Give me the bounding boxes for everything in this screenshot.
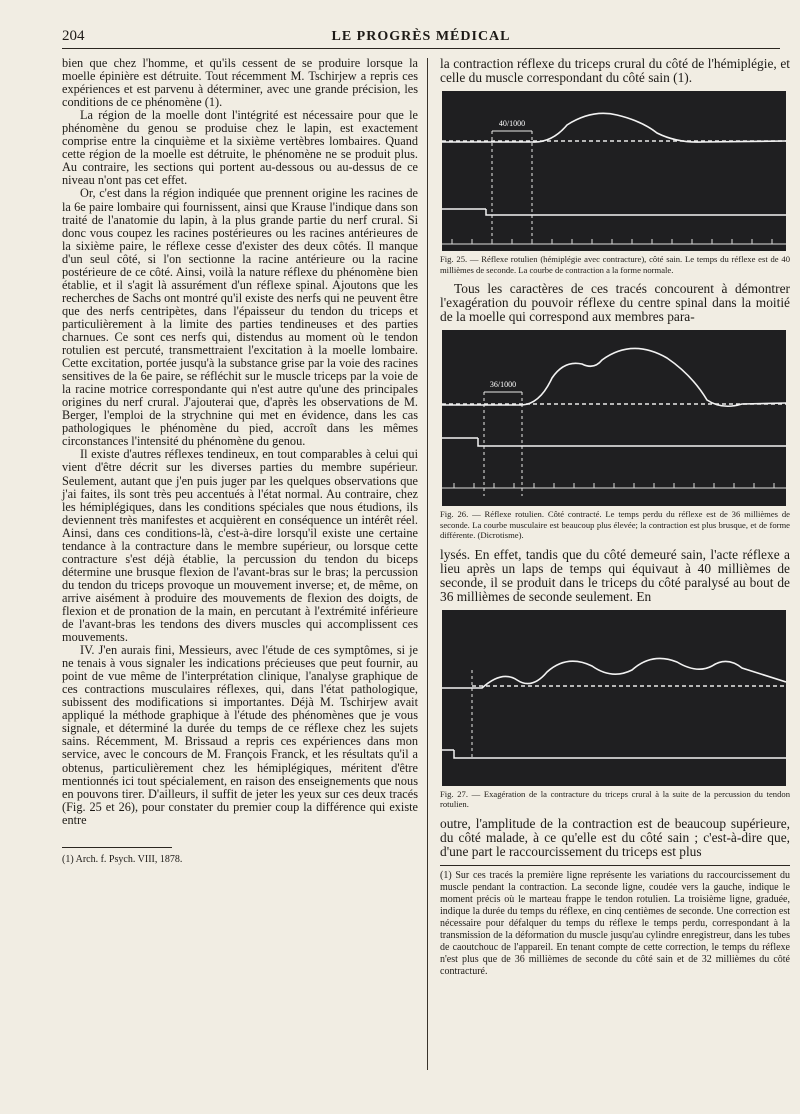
left-paragraph-2: La région de la moelle dont l'intégrité est nécessaire pour que le phénomène du genou se produise chez le lapin, est exactement comprise entre la cinquième et la sixième vertèbres lombaires. Quand cette région de la moelle est détruite, le phénomène ne se produit plus. Au contraire, les sections qui portent au-dessous ou au-dessus de ce niveau n'ont pas cet effet. (62, 108, 418, 188)
column-divider (427, 58, 428, 1070)
right-footnote-rule (440, 865, 790, 866)
figure-25-tracing (442, 91, 786, 251)
right-paragraph-1: Tous les caractères de ces tracés concourent à démontrer l'exagération du pouvoir réflexe du centre spinal dans la moitié de la moelle qui correspond aux membres para- (440, 281, 790, 325)
page-header (62, 28, 780, 49)
figure-26-caption: Fig. 26. — Réflexe rotulien. Côté contracté. Le temps perdu du réflexe est de 36 millièmes de seconde. La courbe musculaire est beaucoup plus élevée; la contraction est plus brusque, et de forme différente. (Dicrotisme). (440, 509, 790, 541)
right-intro: la contraction réflexe du triceps crural du côté de l'hémiplégie, et celle du muscle correspondant du côté sain (1). (440, 56, 790, 86)
right-paragraph-3: outre, l'amplitude de la contraction est de beaucoup supérieure, du côté malade, à ce qu'elle est du côté sain ; c'est-à-dire que, d'une part le raccourcissement du triceps est plus (440, 815, 790, 859)
figure-27-caption: Fig. 27. — Exagération de la contracture du triceps crural à la suite de la percussion du tendon rotulien. (440, 788, 790, 810)
left-column (62, 57, 418, 866)
left-paragraph-4: Il existe d'autres réflexes tendineux, en tout comparables à celui qui vient d'être décrit sur les diverses parties du membre supérieur. Seulement, autant que j'en puis juger par les quelques observations que j'ai faites, ils sont très peu accentués à l'état normal. Au contraire, chez les hémiplégiques, dans les conditions spéciales que nous étudions, ils deviennent très manifestes et acquièrent en conséquence un intérêt réel. Ainsi, dans ces conditions-là, c'est-à-dire lorsqu'il existe une certaine tendance à la contracture dans le membre supérieur, ou lorsque cette contracture s'est déjà établie, la percussion du tendon du biceps détermine une brusque flexion de l'avant-bras sur le bras; la percussion du tendon du triceps provoque un mouvement inverse; et, de même, on arrive aisément à produire des mouvements de flexion des doigts, de flexion et de pronation de la main, en percutant à l'extrémité inférieure de l'avant-bras les tendons des divers muscles qui accomplissent ces mouvements. (62, 447, 418, 645)
figure-25-caption: Fig. 25. — Réflexe rotulien (hémiplégie avec contracture), côté sain. Le temps du réflexe est de 40 millièmes de seconde. La courbe de contraction a la forme normale. (440, 254, 790, 275)
right-column (440, 57, 790, 978)
figure-27-tracing (442, 610, 786, 786)
left-paragraph-5: IV. J'en aurais fini, Messieurs, avec l'étude de ces symptômes, si je ne tenais à vous signaler les indications précieuses que peut fournir, au point de vue même de l'interprétation clinique, l'analyse graphique de ces contractions musculaires réflexes, qui, dans l'état pathologique, subissent des modifications si importantes. Déjà M. Tschirjew avait appliqué la méthode graphique à l'étude des phénomènes que je vous signale, et déterminé la durée du temps de ce réflexe chez les sujets sains. Récemment, M. Brissaud a repris ces expériences dans mon service, avec le concours de M. François Franck, et les résultats qu'il a obtenus, particulièrement chez les hémiplégiques, méritent d'être mentionnés ici tout spécialement, en raison des enseignements que nous en pouvons tirer. D'ailleurs, il suffit de jeter les yeux sur ces deux tracés (Fig. 25 et 26), pour constater du premier coup la différence qui existe entre (62, 643, 418, 827)
right-paragraph-2: lysés. En effet, tandis que du côté demeuré sain, l'acte réflexe a lieu après un laps de temps qui équivaut à 40 millièmes de seconde, il se produit dans le triceps du côté paralysé au bout de 36 millièmes de seconde seulement. En (440, 546, 790, 604)
left-paragraph-1: bien que chez l'homme, et qu'ils cessent de se produire lorsque la moelle épinière est détruite. Tout récemment M. Tschirjew a repris ces expériences et est parvenu à déterminer, avec une grande précision, les conditions de ce phénomène (1). (62, 56, 418, 110)
figure-26-label: 36/1000 (489, 380, 517, 390)
page-number: 204 (62, 28, 85, 44)
footnote-rule (62, 847, 172, 848)
figure-26-svg (442, 330, 786, 506)
left-paragraph-3: Or, c'est dans la région indiquée que prennent origine les racines de la 6e paire lombaire qui fournissent, ainsi que Krause l'indique dans son traité de l'anatomie du lapin, à la plus grande partie du nerf crural. Si donc vous coupez les racines postérieures ou les racines antérieures de la sixième paire, le réflexe cesse d'exister des deux côtés. Il manque d'un seul côté, si l'on sectionne la racine antérieure ou la racine postérieure de ce côté. Ainsi, voilà la nature réflexe du phénomène bien établie, et il s'agit là assurément d'un réflexe spinal. Ajoutons que les recherches de Sachs ont montré qu'il existe des nerfs qui ne peuvent être que des nerfs centripètes, dans l'épaisseur du tendon du triceps et particulièrement à la limite des parties tendineuses et des parties charnues. Ce sont ces nerfs qui, distendus au moment où le tendon rotulien est percuté, transmettraient l'excitation à la moelle lombaire. Cette excitation, portée jusqu'à la substance grise par la voie des racines sensitives de la 6e paire, se réfléchit sur le muscle triceps par la voie de la racine motrice correspondante qui n'est autre qu'une des principales origines du nerf crural. J'ajouterai que, d'après les observations de M. Berger, l'emploi de la strychnine qui met en évidence, dans les cas pathologiques le phénomène du pied, accroît dans les mêmes circonstances l'intensité du phénomène du genou. (62, 186, 418, 449)
right-footnote: (1) Sur ces tracés la première ligne représente les variations du raccourcissement du muscle pendant la contraction. La seconde ligne, coudée vers la gauche, indique le moment précis où le marteau frappe le tendon rotulien. La troisième ligne, graduée, indique la durée du temps du réflexe, en cinq centièmes de seconde. Une correction est nécessaire pour défalquer du temps du réflexe le temps perdu, correspondant à la transmission de la déformation du muscle jusqu'au cylindre enregistreur, dans les tubes de caoutchouc de l'appareil. En tenant compte de cette correction, le temps du réflexe n'est plus que de 36 millièmes de seconde du côté sain et de 32 millièmes du côté contracturé. (440, 869, 790, 977)
figure-27-svg (442, 610, 786, 786)
running-head: LE PROGRÈS MÉDICAL (331, 29, 511, 44)
figure-25-label: 40/1000 (498, 119, 526, 129)
figure-25-svg (442, 91, 786, 251)
left-footnote: (1) Arch. f. Psych. VIII, 1878. (62, 853, 183, 865)
figure-26-tracing (442, 330, 786, 506)
